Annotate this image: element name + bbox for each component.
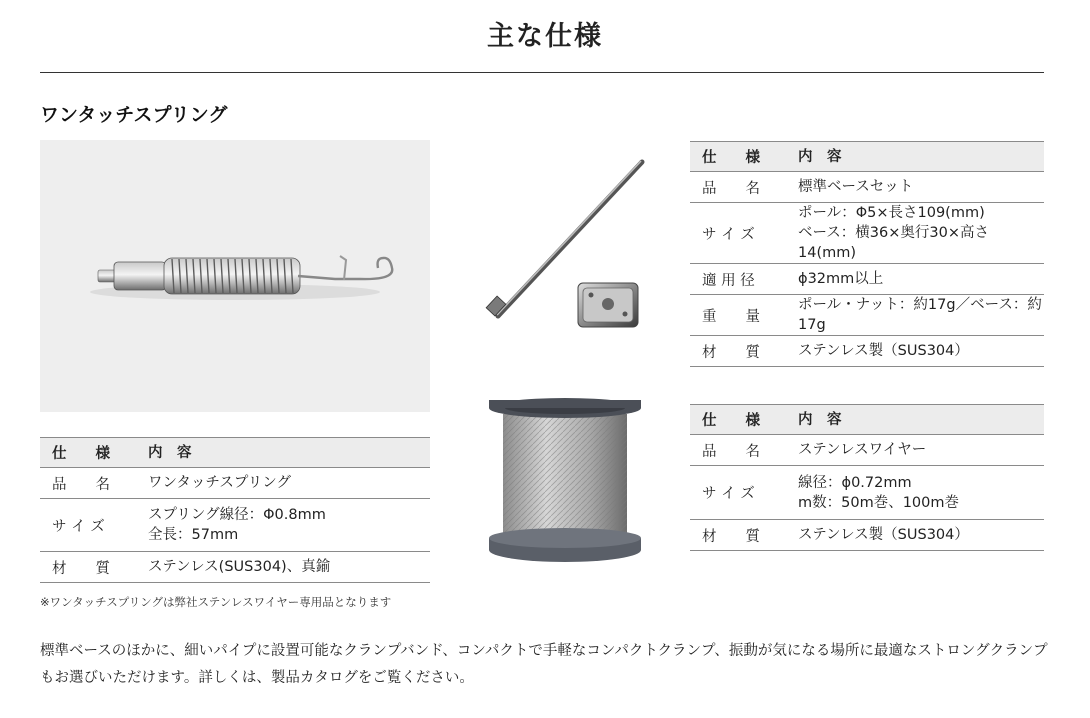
header-content-label: 内 容 (786, 142, 1044, 172)
table-row (40, 552, 430, 583)
pole-and-base-image (470, 148, 670, 338)
row-value-line: ベース：横36×奥行30×高さ14(mm) (798, 225, 989, 261)
table-row (40, 468, 430, 499)
row-label: サ イ ズ (40, 499, 136, 552)
table-row (40, 499, 430, 552)
section-title: ワンタッチスプリング (40, 104, 228, 126)
wire-spool-photo (485, 396, 645, 566)
header-spec-label: 仕 様 (690, 142, 786, 172)
base-set-photo (470, 148, 670, 338)
row-value (786, 203, 1044, 264)
row-label: 重 量 (690, 295, 786, 336)
row-label: 材 質 (690, 520, 786, 551)
table-row (690, 203, 1044, 264)
description-paragraph: 標準ベースのほかに、細いパイプに設置可能なクランプバンド、コンパクトで手軽なコンパクトクランプ、振動が気になる場所に最適なストロングクランプもお選びいただけます。詳しくは、製品カタログをご覧ください。 (40, 643, 1048, 686)
row-label: 材 質 (690, 336, 786, 367)
page-title: 主な仕様 (487, 21, 603, 52)
row-label: 適 用 径 (690, 264, 786, 295)
wire-spool-image (485, 396, 645, 566)
header-content-label: 内 容 (136, 438, 430, 468)
table-row (690, 295, 1044, 336)
row-value: ワンタッチスプリング (136, 468, 430, 499)
header-content-label: 内 容 (786, 405, 1044, 435)
spring-image (40, 140, 430, 412)
spring-spec-table (40, 437, 430, 583)
row-label: 材 質 (40, 552, 136, 583)
table-header-row (690, 405, 1044, 435)
row-label: サ イ ズ (690, 466, 786, 520)
table-row (690, 466, 1044, 520)
row-value-line: 線径：ϕ0.72mm (798, 474, 912, 491)
row-value-line: 全長：57mm (148, 527, 239, 543)
row-value: ϕ32mm以上 (786, 264, 1044, 295)
table-row (690, 520, 1044, 551)
footnote: ※ワンタッチスプリングは弊社ステンレスワイヤー専用品となります (40, 595, 392, 609)
row-value: ステンレス(SUS304)、真鍮 (136, 552, 430, 583)
wire-spec-table (690, 404, 1044, 551)
row-value: ポール・ナット：約17g／ベース：約17g (786, 295, 1044, 336)
row-value-line: m数：50m巻、100m巻 (798, 494, 960, 511)
header-spec-label: 仕 様 (690, 405, 786, 435)
row-value-line: ポール：Φ5×長さ109(mm) (798, 205, 985, 221)
row-label: 品 名 (690, 435, 786, 466)
row-value (136, 499, 430, 552)
title-divider (40, 72, 1044, 73)
header-spec-label: 仕 様 (40, 438, 136, 468)
table-row (690, 336, 1044, 367)
row-value-line: スプリング線径：Φ0.8mm (148, 507, 326, 523)
table-header-row (690, 142, 1044, 172)
table-row (690, 264, 1044, 295)
row-value: ステンレスワイヤー (786, 435, 1044, 466)
row-label: サ イ ズ (690, 203, 786, 264)
row-value: 標準ベースセット (786, 172, 1044, 203)
table-row (690, 172, 1044, 203)
row-value (786, 466, 1044, 520)
row-value: ステンレス製（SUS304） (786, 336, 1044, 367)
row-label: 品 名 (40, 468, 136, 499)
row-value: ステンレス製（SUS304） (786, 520, 1044, 551)
base-set-spec-table (690, 141, 1044, 367)
row-label: 品 名 (690, 172, 786, 203)
table-row (690, 435, 1044, 466)
table-header-row (40, 438, 430, 468)
spring-photo (40, 140, 430, 412)
